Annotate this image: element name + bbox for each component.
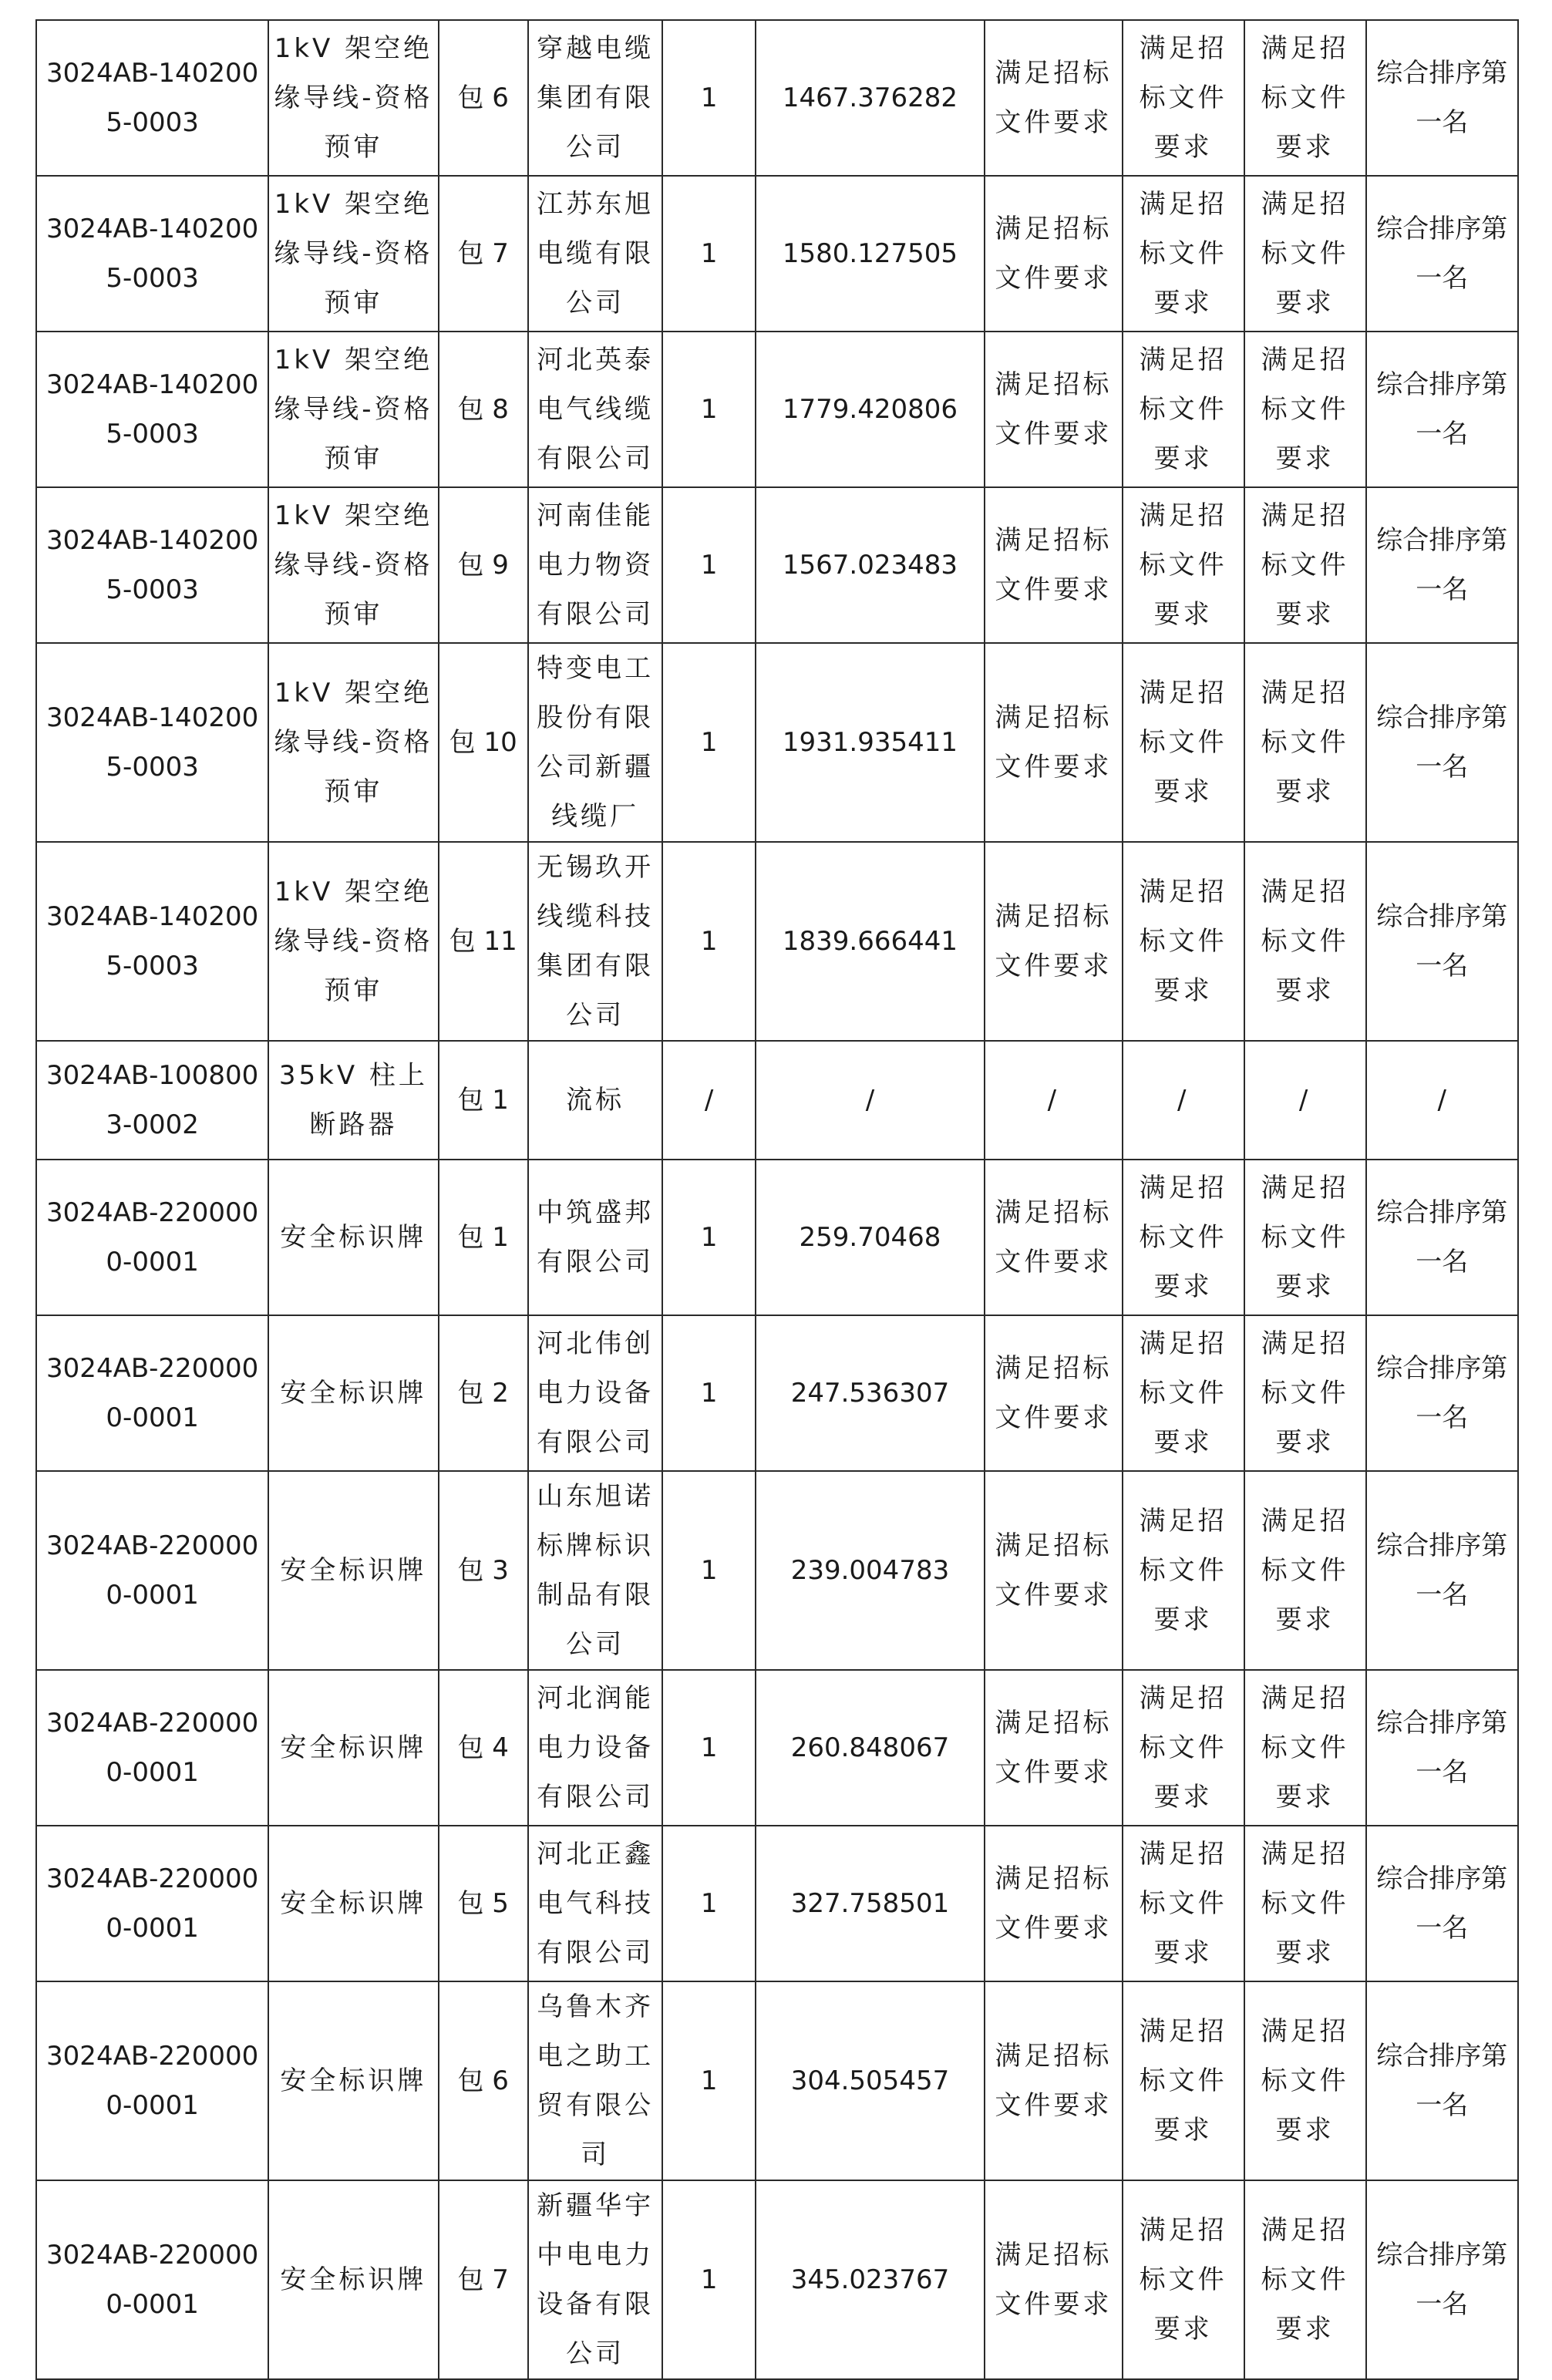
table-row <box>36 1826 1518 1981</box>
qualification-check-cell: 满足招标文件要求 <box>985 842 1123 1041</box>
package-cell: 包 6 <box>439 1981 528 2180</box>
bid-price-cell: 239.004783 <box>756 1471 985 1670</box>
item-code-cell: 3024AB-1402005-0003 <box>36 842 268 1041</box>
technical-check-cell: 满足招标文件要求 <box>1123 332 1244 487</box>
item-name-cell: 1kV 架空绝缘导线-资格预审 <box>268 487 438 643</box>
ranking-cell: 综合排序第一名 <box>1366 20 1518 176</box>
table-row <box>36 20 1518 176</box>
company-cell: 中筑盛邦有限公司 <box>528 1160 663 1315</box>
commercial-check-cell: 满足招标文件要求 <box>1244 1981 1366 2180</box>
company-cell: 穿越电缆集团有限公司 <box>528 20 663 176</box>
ranking-cell: / <box>1366 1041 1518 1160</box>
technical-check-cell: 满足招标文件要求 <box>1123 1160 1244 1315</box>
item-name-cell: 35kV 柱上断路器 <box>268 1041 438 1160</box>
quantity-cell: 1 <box>662 1670 756 1826</box>
item-name-cell: 安全标识牌 <box>268 1826 438 1981</box>
company-cell: 新疆华宇中电电力设备有限公司 <box>528 2180 663 2379</box>
qualification-check-cell: 满足招标文件要求 <box>985 1315 1123 1471</box>
technical-check-cell: 满足招标文件要求 <box>1123 1826 1244 1981</box>
table-row <box>36 842 1518 1041</box>
technical-check-cell: 满足招标文件要求 <box>1123 487 1244 643</box>
item-name-cell: 1kV 架空绝缘导线-资格预审 <box>268 643 438 842</box>
quantity-cell: 1 <box>662 20 756 176</box>
bid-price-cell: 304.505457 <box>756 1981 985 2180</box>
technical-check-cell: 满足招标文件要求 <box>1123 1670 1244 1826</box>
qualification-check-cell: 满足招标文件要求 <box>985 643 1123 842</box>
bid-price-cell: 1839.666441 <box>756 842 985 1041</box>
item-code-cell: 3024AB-1008003-0002 <box>36 1041 268 1160</box>
company-cell: 江苏东旭电缆有限公司 <box>528 176 663 332</box>
package-cell: 包 9 <box>439 487 528 643</box>
item-code-cell: 3024AB-1402005-0003 <box>36 20 268 176</box>
commercial-check-cell: 满足招标文件要求 <box>1244 1160 1366 1315</box>
item-name-cell: 1kV 架空绝缘导线-资格预审 <box>268 20 438 176</box>
package-cell: 包 3 <box>439 1471 528 1670</box>
technical-check-cell: 满足招标文件要求 <box>1123 1315 1244 1471</box>
quantity-cell: 1 <box>662 1160 756 1315</box>
quantity-cell: 1 <box>662 842 756 1041</box>
commercial-check-cell: 满足招标文件要求 <box>1244 842 1366 1041</box>
commercial-check-cell: / <box>1244 1041 1366 1160</box>
qualification-check-cell: 满足招标文件要求 <box>985 2180 1123 2379</box>
company-cell: 河北正鑫电气科技有限公司 <box>528 1826 663 1981</box>
item-name-cell: 安全标识牌 <box>268 1981 438 2180</box>
table-row <box>36 1981 1518 2180</box>
item-name-cell: 安全标识牌 <box>268 1160 438 1315</box>
qualification-check-cell: 满足招标文件要求 <box>985 1981 1123 2180</box>
qualification-check-cell: 满足招标文件要求 <box>985 1670 1123 1826</box>
item-code-cell: 3024AB-2200000-0001 <box>36 1471 268 1670</box>
technical-check-cell: 满足招标文件要求 <box>1123 643 1244 842</box>
quantity-cell: 1 <box>662 643 756 842</box>
ranking-cell: 综合排序第一名 <box>1366 2180 1518 2379</box>
bid-price-cell: 259.70468 <box>756 1160 985 1315</box>
commercial-check-cell: 满足招标文件要求 <box>1244 487 1366 643</box>
company-cell: 山东旭诺标牌标识制品有限公司 <box>528 1471 663 1670</box>
package-cell: 包 5 <box>439 1826 528 1981</box>
package-cell: 包 1 <box>439 1160 528 1315</box>
bid-price-cell: 1779.420806 <box>756 332 985 487</box>
item-code-cell: 3024AB-1402005-0003 <box>36 487 268 643</box>
package-cell: 包 2 <box>439 1315 528 1471</box>
quantity-cell: 1 <box>662 1315 756 1471</box>
item-name-cell: 安全标识牌 <box>268 1471 438 1670</box>
bid-price-cell: 327.758501 <box>756 1826 985 1981</box>
item-code-cell: 3024AB-1402005-0003 <box>36 176 268 332</box>
company-cell: 河北润能电力设备有限公司 <box>528 1670 663 1826</box>
item-code-cell: 3024AB-2200000-0001 <box>36 1981 268 2180</box>
company-cell: 乌鲁木齐电之助工贸有限公司 <box>528 1981 663 2180</box>
commercial-check-cell: 满足招标文件要求 <box>1244 176 1366 332</box>
ranking-cell: 综合排序第一名 <box>1366 1826 1518 1981</box>
table-row <box>36 1471 1518 1670</box>
ranking-cell: 综合排序第一名 <box>1366 1471 1518 1670</box>
table-body <box>36 20 1518 2379</box>
package-cell: 包 10 <box>439 643 528 842</box>
company-cell: 河南佳能电力物资有限公司 <box>528 487 663 643</box>
company-cell: 河北英泰电气线缆有限公司 <box>528 332 663 487</box>
qualification-check-cell: 满足招标文件要求 <box>985 1471 1123 1670</box>
table-row <box>36 2180 1518 2379</box>
technical-check-cell: 满足招标文件要求 <box>1123 20 1244 176</box>
item-name-cell: 安全标识牌 <box>268 2180 438 2379</box>
qualification-check-cell: / <box>985 1041 1123 1160</box>
qualification-check-cell: 满足招标文件要求 <box>985 332 1123 487</box>
qualification-check-cell: 满足招标文件要求 <box>985 487 1123 643</box>
commercial-check-cell: 满足招标文件要求 <box>1244 20 1366 176</box>
item-name-cell: 安全标识牌 <box>268 1670 438 1826</box>
company-cell: 特变电工股份有限公司新疆线缆厂 <box>528 643 663 842</box>
commercial-check-cell: 满足招标文件要求 <box>1244 1471 1366 1670</box>
qualification-check-cell: 满足招标文件要求 <box>985 1826 1123 1981</box>
technical-check-cell: / <box>1123 1041 1244 1160</box>
quantity-cell: 1 <box>662 176 756 332</box>
quantity-cell: 1 <box>662 1826 756 1981</box>
ranking-cell: 综合排序第一名 <box>1366 176 1518 332</box>
item-code-cell: 3024AB-2200000-0001 <box>36 1315 268 1471</box>
bid-result-table <box>35 19 1519 2380</box>
bid-price-cell: 247.536307 <box>756 1315 985 1471</box>
qualification-check-cell: 满足招标文件要求 <box>985 1160 1123 1315</box>
commercial-check-cell: 满足招标文件要求 <box>1244 332 1366 487</box>
item-code-cell: 3024AB-2200000-0001 <box>36 1826 268 1981</box>
ranking-cell: 综合排序第一名 <box>1366 1315 1518 1471</box>
item-code-cell: 3024AB-2200000-0001 <box>36 1670 268 1826</box>
technical-check-cell: 满足招标文件要求 <box>1123 1471 1244 1670</box>
qualification-check-cell: 满足招标文件要求 <box>985 176 1123 332</box>
table-row <box>36 643 1518 842</box>
quantity-cell: 1 <box>662 487 756 643</box>
bid-price-cell: 260.848067 <box>756 1670 985 1826</box>
table-row <box>36 1160 1518 1315</box>
ranking-cell: 综合排序第一名 <box>1366 1981 1518 2180</box>
package-cell: 包 8 <box>439 332 528 487</box>
quantity-cell: 1 <box>662 1471 756 1670</box>
package-cell: 包 11 <box>439 842 528 1041</box>
item-name-cell: 1kV 架空绝缘导线-资格预审 <box>268 842 438 1041</box>
table-row <box>36 1670 1518 1826</box>
ranking-cell: 综合排序第一名 <box>1366 643 1518 842</box>
company-cell: 河北伟创电力设备有限公司 <box>528 1315 663 1471</box>
bid-price-cell: 1931.935411 <box>756 643 985 842</box>
item-code-cell: 3024AB-1402005-0003 <box>36 643 268 842</box>
package-cell: 包 7 <box>439 2180 528 2379</box>
package-cell: 包 4 <box>439 1670 528 1826</box>
item-name-cell: 1kV 架空绝缘导线-资格预审 <box>268 176 438 332</box>
qualification-check-cell: 满足招标文件要求 <box>985 20 1123 176</box>
commercial-check-cell: 满足招标文件要求 <box>1244 643 1366 842</box>
ranking-cell: 综合排序第一名 <box>1366 332 1518 487</box>
table-row <box>36 176 1518 332</box>
table-row <box>36 1315 1518 1471</box>
ranking-cell: 综合排序第一名 <box>1366 487 1518 643</box>
item-name-cell: 安全标识牌 <box>268 1315 438 1471</box>
bid-price-cell: 1467.376282 <box>756 20 985 176</box>
item-code-cell: 3024AB-2200000-0001 <box>36 1160 268 1315</box>
technical-check-cell: 满足招标文件要求 <box>1123 2180 1244 2379</box>
quantity-cell: 1 <box>662 332 756 487</box>
ranking-cell: 综合排序第一名 <box>1366 842 1518 1041</box>
commercial-check-cell: 满足招标文件要求 <box>1244 1315 1366 1471</box>
package-cell: 包 7 <box>439 176 528 332</box>
company-cell: 流标 <box>528 1041 663 1160</box>
bid-price-cell: 1580.127505 <box>756 176 985 332</box>
technical-check-cell: 满足招标文件要求 <box>1123 1981 1244 2180</box>
quantity-cell: / <box>662 1041 756 1160</box>
package-cell: 包 6 <box>439 20 528 176</box>
quantity-cell: 1 <box>662 1981 756 2180</box>
bid-price-cell: 1567.023483 <box>756 487 985 643</box>
commercial-check-cell: 满足招标文件要求 <box>1244 1670 1366 1826</box>
item-code-cell: 3024AB-1402005-0003 <box>36 332 268 487</box>
quantity-cell: 1 <box>662 2180 756 2379</box>
company-cell: 无锡玖开线缆科技集团有限公司 <box>528 842 663 1041</box>
ranking-cell: 综合排序第一名 <box>1366 1670 1518 1826</box>
table-row <box>36 1041 1518 1160</box>
item-name-cell: 1kV 架空绝缘导线-资格预审 <box>268 332 438 487</box>
item-code-cell: 3024AB-2200000-0001 <box>36 2180 268 2379</box>
table-row <box>36 332 1518 487</box>
bid-price-cell: / <box>756 1041 985 1160</box>
table-row <box>36 487 1518 643</box>
bid-price-cell: 345.023767 <box>756 2180 985 2379</box>
ranking-cell: 综合排序第一名 <box>1366 1160 1518 1315</box>
commercial-check-cell: 满足招标文件要求 <box>1244 1826 1366 1981</box>
package-cell: 包 1 <box>439 1041 528 1160</box>
technical-check-cell: 满足招标文件要求 <box>1123 176 1244 332</box>
technical-check-cell: 满足招标文件要求 <box>1123 842 1244 1041</box>
commercial-check-cell: 满足招标文件要求 <box>1244 2180 1366 2379</box>
